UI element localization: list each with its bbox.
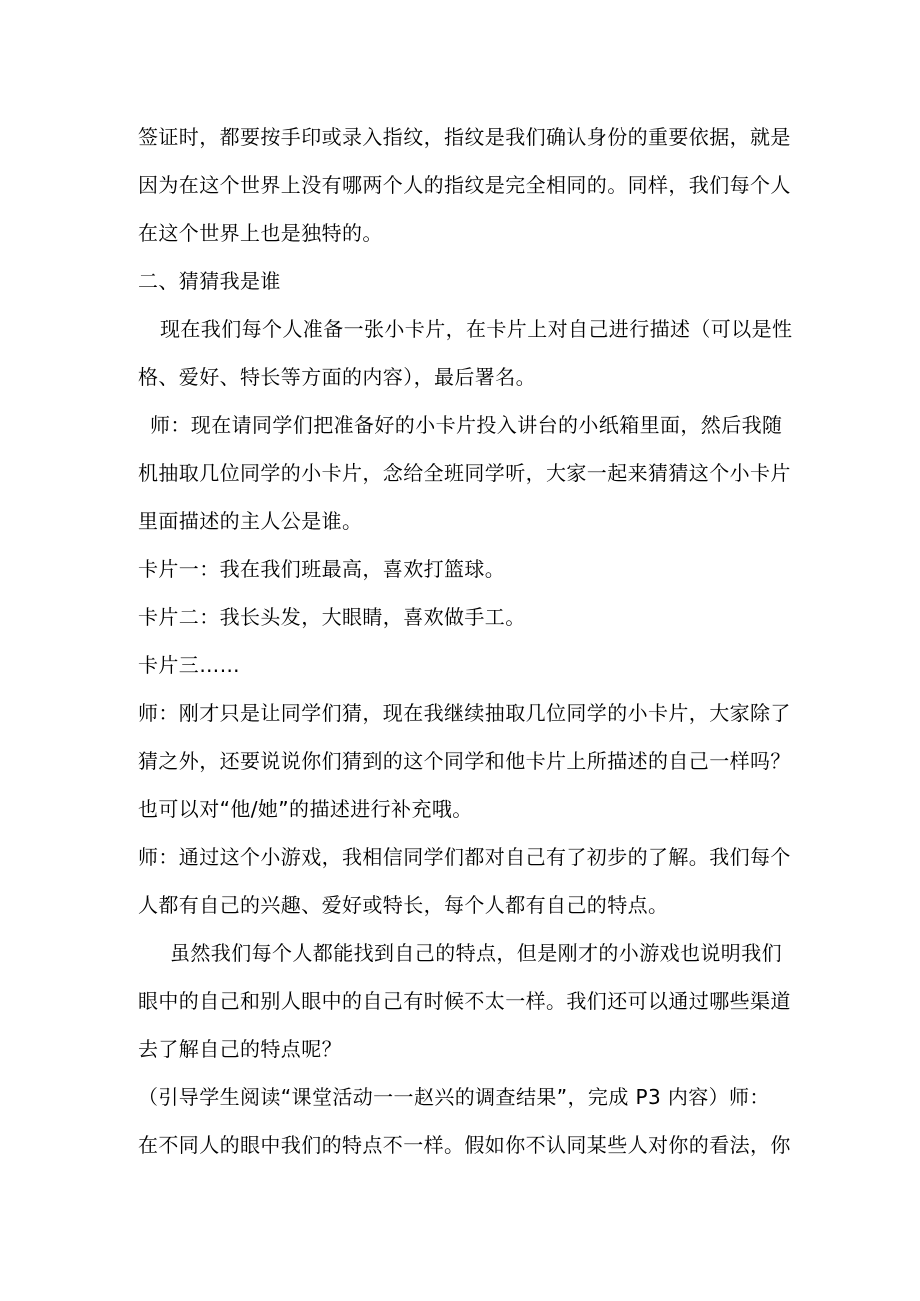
text-line: 师：通过这个小游戏，我相信同学们都对自己有了初步的了解。我们每个 — [138, 845, 791, 869]
text-line: 卡片三…… — [138, 653, 240, 677]
text-line: 签证时，都要按手印或录入指纹，指纹是我们确认身份的重要依据，就是 — [138, 125, 791, 149]
text-line: 因为在这个世界上没有哪两个人的指纹是完全相同的。同样，我们每个人 — [138, 173, 791, 197]
text-line: 里面描述的主人公是谁。 — [138, 509, 363, 533]
text-line: 去了解自己的特点呢？ — [138, 1037, 342, 1061]
text-line: （引导学生阅读“课堂活动一一赵兴的调查结果”，完成 P3 内容）师： — [138, 1085, 770, 1109]
text-line: 格、爱好、特长等方面的内容），最后署名。 — [138, 365, 536, 389]
section-heading: 二、猜猜我是谁 — [138, 269, 281, 293]
text-line: 在这个世界上也是独特的。 — [138, 221, 383, 245]
text-line: 猜之外，还要说说你们猜到的这个同学和他卡片上所描述的自己一样吗？ — [138, 749, 791, 773]
text-line: 卡片二：我长头发，大眼睛，喜欢做手工。 — [138, 605, 526, 629]
text-line: 也可以对“他/她”的描述进行补充哦。 — [138, 797, 473, 821]
text-line: 师：刚才只是让同学们猜，现在我继续抽取几位同学的小卡片，大家除了 — [138, 701, 791, 725]
text-line: 师：现在请同学们把准备好的小卡片投入讲台的小纸箱里面，然后我随 — [150, 413, 783, 437]
text-line: 眼中的自己和别人眼中的自己有时候不太一样。我们还可以通过哪些渠道 — [138, 989, 791, 1013]
text-line: 在不同人的眼中我们的特点不一样。假如你不认同某些人对你的看法，你 — [138, 1133, 791, 1157]
text-line: 现在我们每个人准备一张小卡片，在卡片上对自己进行描述（可以是性 — [160, 317, 793, 341]
text-line: 卡片一：我在我们班最高，喜欢打篮球。 — [138, 557, 506, 581]
text-line: 机抽取几位同学的小卡片，念给全班同学听，大家一起来猜猜这个小卡片 — [138, 461, 791, 485]
text-line: 虽然我们每个人都能找到自己的特点，但是刚才的小游戏也说明我们 — [170, 941, 782, 965]
text-line: 人都有自己的兴趣、爱好或特长，每个人都有自己的特点。 — [138, 893, 669, 917]
